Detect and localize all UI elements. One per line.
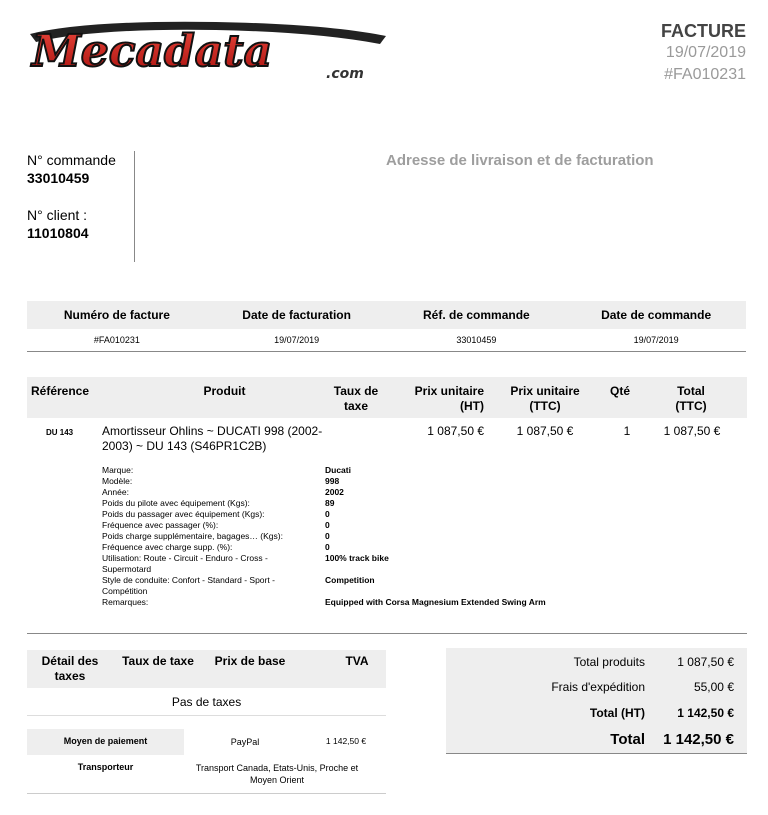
invoice-header-cell: Date de commande bbox=[601, 308, 712, 322]
order-info bbox=[27, 151, 135, 262]
product-table bbox=[27, 377, 747, 634]
mecadata-logo bbox=[26, 14, 390, 82]
header-tax-rate: Taux de taxe bbox=[333, 384, 379, 413]
header-unit-ttc: Prix unitaire (TTC) bbox=[510, 384, 580, 413]
item-unit-ht: 1 087,50 € bbox=[427, 424, 484, 438]
table-row bbox=[27, 755, 386, 793]
invoice-header-cell: Numéro de facture bbox=[63, 308, 170, 322]
payment-table bbox=[27, 729, 386, 794]
table-row bbox=[27, 329, 746, 351]
grand-total-label: Total bbox=[610, 731, 645, 748]
invoice-cell: 19/07/2019 bbox=[633, 335, 679, 345]
tax-header-vat: TVA bbox=[345, 654, 369, 668]
table-row bbox=[27, 729, 386, 755]
logo-text: Mecadata bbox=[32, 26, 273, 77]
shipping-value: 55,00 € bbox=[693, 680, 734, 694]
address-title: Adresse de livraison et de facturation bbox=[386, 152, 654, 169]
invoice-cell: #FA010231 bbox=[93, 335, 140, 345]
item-qty: 1 bbox=[623, 424, 631, 438]
tax-header-base: Prix de base bbox=[214, 654, 286, 668]
header-unit-ht: Prix unitaire (HT) bbox=[414, 384, 484, 413]
no-tax-text: Pas de taxes bbox=[27, 688, 386, 716]
invoice-date: 19/07/2019 bbox=[665, 44, 746, 61]
invoice-header bbox=[661, 20, 746, 86]
client-value: 11010804 bbox=[27, 225, 89, 241]
tax-header-detail: Détail des taxes bbox=[41, 654, 99, 683]
list-item: Poids du passager avec équipement (Kgs): 0 bbox=[102, 509, 330, 519]
header-product: Produit bbox=[203, 384, 246, 398]
tax-header-rate: Taux de taxe bbox=[122, 654, 194, 668]
tax-table bbox=[27, 650, 386, 716]
header-total: Total (TTC) bbox=[675, 384, 707, 413]
grand-total-value: 1 142,50 € bbox=[663, 731, 734, 748]
list-item: Poids charge supplémentaire, bagages… (Kgs): 0 bbox=[102, 531, 330, 541]
client-label: N° client : bbox=[27, 207, 88, 223]
total-ht-label: Total (HT) bbox=[589, 706, 645, 720]
list-item: Poids du pilote avec équipement (Kgs): 89 bbox=[102, 498, 335, 508]
carrier-value: Transport Canada, Etats-Unis, Proche et Moyen Orient bbox=[195, 763, 359, 785]
order-label: N° commande bbox=[27, 152, 116, 168]
item-unit-ttc: 1 087,50 € bbox=[516, 424, 574, 438]
list-item: Fréquence avec charge supp. (%): 0 bbox=[102, 542, 330, 552]
order-value: 33010459 bbox=[27, 170, 90, 186]
invoice-table bbox=[27, 301, 746, 352]
item-name: Amortisseur Ohlins ~ DUCATI 998 (2002-2003) ~ DU 143 (S46PR1C2B) bbox=[102, 424, 323, 453]
payment-method-label: Moyen de paiement bbox=[27, 729, 184, 755]
list-item: Marque: Ducati bbox=[102, 465, 351, 475]
header-qty: Qté bbox=[609, 384, 630, 398]
list-item: Style de conduite: Confort - Standard - Sport - Compétition Competition bbox=[102, 575, 375, 596]
list-item: Modèle: 998 bbox=[102, 476, 340, 486]
list-item: Fréquence avec passager (%): 0 bbox=[102, 520, 330, 530]
invoice-cell: 19/07/2019 bbox=[274, 335, 320, 345]
total-products-label: Total produits bbox=[573, 655, 645, 669]
total-products-value: 1 087,50 € bbox=[677, 655, 734, 669]
logo-suffix: .com bbox=[326, 66, 364, 82]
carrier-label: Transporteur bbox=[27, 755, 184, 793]
list-item: Remarques: Equipped with Corsa Magnesium Extended Swing Arm bbox=[102, 597, 546, 607]
invoice-number: #FA010231 bbox=[664, 66, 746, 83]
payment-method-amount: 1 142,50 € bbox=[325, 736, 367, 746]
invoice-title: FACTURE bbox=[661, 21, 746, 41]
payment-method-value: PayPal bbox=[230, 737, 260, 747]
totals-box bbox=[446, 648, 747, 754]
item-reference: DU 143 bbox=[46, 428, 74, 437]
list-item: Année: 2002 bbox=[102, 487, 344, 497]
invoice-header-cell: Réf. de commande bbox=[423, 308, 530, 322]
invoice-cell: 33010459 bbox=[456, 335, 497, 345]
shipping-label: Frais d'expédition bbox=[551, 680, 645, 694]
item-attributes bbox=[102, 465, 552, 608]
item-total: 1 087,50 € bbox=[663, 424, 721, 438]
total-ht-value: 1 142,50 € bbox=[677, 706, 734, 720]
list-item: Utilisation: Route - Circuit - Enduro - Cross - Supermotard 100% track bike bbox=[102, 553, 389, 574]
invoice-header-cell: Date de facturation bbox=[242, 308, 351, 322]
header-reference: Référence bbox=[31, 384, 90, 398]
